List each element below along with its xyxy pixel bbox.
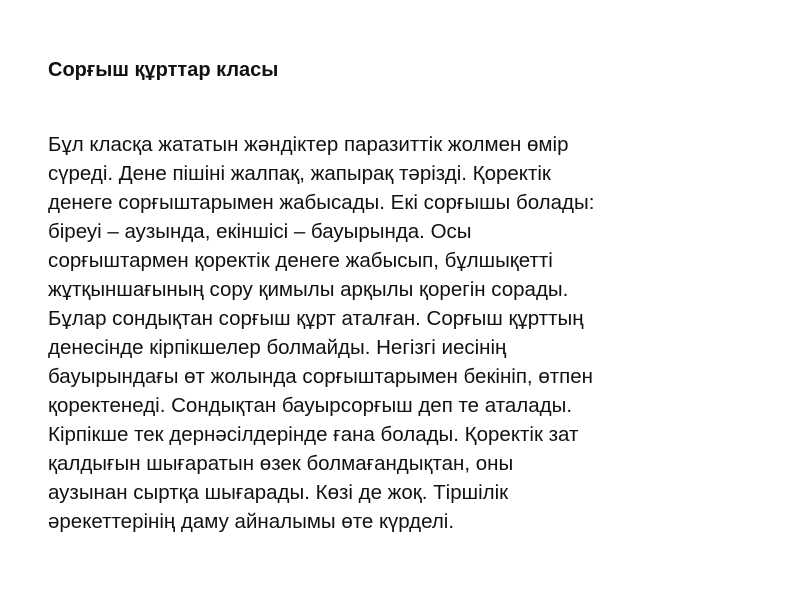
paragraph-line: Бұл класқа жататын жәндіктер паразиттік жолмен өмір — [48, 133, 569, 156]
paragraph-line: қалдығын шығаратын өзек болмағандықтан, оны — [48, 452, 514, 475]
paragraph-line: біреуі – аузында, екіншісі – бауырында. Осы — [48, 220, 472, 243]
paragraph-line: сорғыштармен қоректік денеге жабысып, бұлшықетті — [48, 249, 553, 272]
paragraph-line: денесінде кірпікшелер болмайды. Негізгі иесінің — [48, 336, 507, 359]
paragraph-line: жұтқыншағының сору қимылы арқылы қорегін сорады. — [48, 278, 569, 301]
paragraph-line: қоректенеді. Сондықтан бауырсорғыш деп те аталады. — [48, 394, 573, 417]
paragraph-line: Кірпікше тек дернәсілдерінде ғана болады. Қоректік зат — [48, 423, 579, 446]
paragraph-line: денеге сорғыштарымен жабысады. Екі сорғышы болады: — [48, 191, 595, 214]
paragraph-line: сүреді. Дене пішіні жалпақ, жапырақ тәрізді. Қоректік — [48, 162, 551, 185]
document-title: Сорғыш құрттар класы — [48, 59, 279, 81]
paragraph-line: аузынан сыртқа шығарады. Көзі де жоқ. Тіршілік — [48, 481, 509, 504]
body-paragraph — [48, 130, 778, 536]
paragraph-line: әрекеттерінің даму айналымы өте күрделі. — [48, 510, 455, 533]
paragraph-line: Бұлар сондықтан сорғыш құрт аталған. Сорғыш құрттың — [48, 307, 584, 330]
paragraph-line: бауырындағы өт жолында сорғыштарымен бекініп, өтпен — [48, 365, 593, 388]
